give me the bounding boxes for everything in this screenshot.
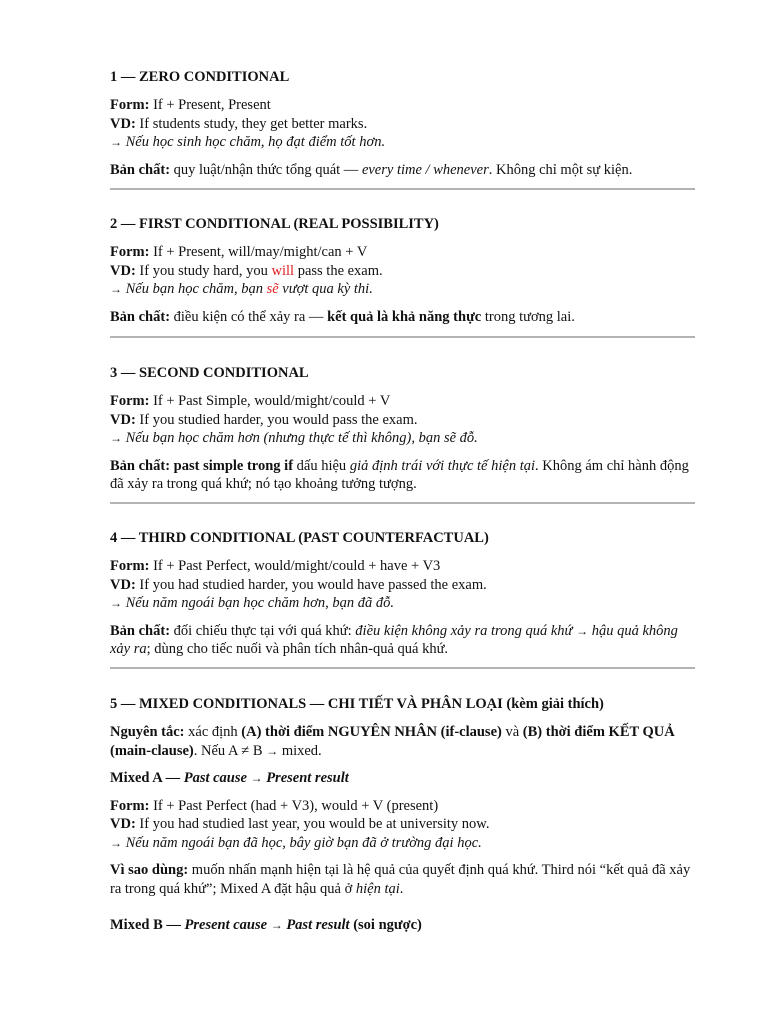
arrow-icon: → [266,743,279,758]
form-line: Form: If + Past Perfect, would/might/could + have + V3 [110,558,441,574]
arrow-icon: → [110,135,122,149]
translation-line: → Nếu bạn học chăm, bạn sẽ vượt qua kỳ thi. [110,281,373,297]
form-line: Form: If + Past Simple, would/might/could + V [110,393,391,409]
example-line: VD: If you had studied harder, you would have passed the exam. [110,576,487,593]
form-line: Form: If + Present, Present [110,97,271,113]
arrow-icon: → [250,771,263,785]
divider [110,502,695,504]
example-line: VD: If you had studied last year, you would be at university now. [110,816,490,832]
arrow-icon: → [270,918,283,932]
example-line: VD: If you study hard, you will pass the exam. [110,262,383,279]
arrow-icon: → [110,835,122,850]
arrow-icon: → [576,623,589,638]
mixed-b-heading: Mixed B — Present cause → Past result (soi ngược) [110,917,422,933]
divider [110,336,695,338]
why-line: Vì sao dùng: muốn nhấn mạnh hiện tại là hệ quả của quyết định quá khứ. Third nói “kết quả đã xảy ra trong quá khứ”; Mixed A đặt hậu quả ở hiện tại. [110,862,691,897]
mixed-a-heading: Mixed A — Past cause → Present result [110,770,349,786]
section-title: 3 — SECOND CONDITIONAL [110,365,309,381]
section-title: 2 — FIRST CONDITIONAL (REAL POSSIBILITY) [110,216,439,232]
section-first-conditional [110,215,696,326]
section-title: 4 — THIRD CONDITIONAL (PAST COUNTERFACTUAL) [110,530,489,546]
form-line: Form: If + Present, will/may/might/can + V [110,244,368,260]
translation-line: → Nếu học sinh học chăm, họ đạt điểm tốt hơn. [110,134,386,150]
translation-line: → Nếu năm ngoái bạn học chăm hơn, bạn đã đỗ. [110,595,394,611]
nature-line: Bản chất: điều kiện có thể xảy ra — kết quả là khả năng thực trong tương lai. [110,308,575,325]
translation-line: → Nếu năm ngoái bạn đã học, bây giờ bạn đã ở trường đại học. [110,834,482,851]
section-second-conditional [110,364,696,494]
principle-line: Nguyên tắc: xác định (A) thời điểm NGUYÊN NHÂN (if-clause) và (B) thời điểm KẾT QUẢ (main-clause). Nếu A ≠ B → mixed. [110,724,675,759]
translation-line: → Nếu bạn học chăm hơn (nhưng thực tế thì không), bạn sẽ đỗ. [110,430,478,446]
section-zero-conditional [110,68,696,179]
example-line: VD: If you studied harder, you would pass the exam. [110,411,418,428]
arrow-icon: → [110,596,122,610]
divider [110,188,695,190]
section-mixed-conditionals [110,695,696,935]
form-line: Form: If + Past Perfect (had + V3), would + V (present) [110,797,439,814]
nature-line: Bản chất: past simple trong if dấu hiệu giả định trái với thực tế hiện tại. Không ám chỉ hành động đã xảy ra trong quá khứ; nó tạo khoảng tưởng tượng. [110,457,689,492]
arrow-icon: → [110,282,122,296]
arrow-icon: → [110,431,122,445]
section-third-conditional [110,529,696,659]
section-title: 5 — MIXED CONDITIONALS — CHI TIẾT VÀ PHÂN LOẠI (kèm giải thích) [110,696,604,712]
section-title: 1 — ZERO CONDITIONAL [110,69,290,85]
nature-line: Bản chất: quy luật/nhận thức tổng quát — every time / whenever. Không chỉ một sự kiện. [110,161,633,178]
nature-line: Bản chất: đối chiếu thực tại với quá khứ: điều kiện không xảy ra trong quá khứ → hậu quả không xảy ra; dùng cho tiếc nuối và phân tích nhân-quả quá khứ. [110,622,678,657]
example-line: VD: If students study, they get better marks. [110,115,368,132]
divider [110,667,695,669]
